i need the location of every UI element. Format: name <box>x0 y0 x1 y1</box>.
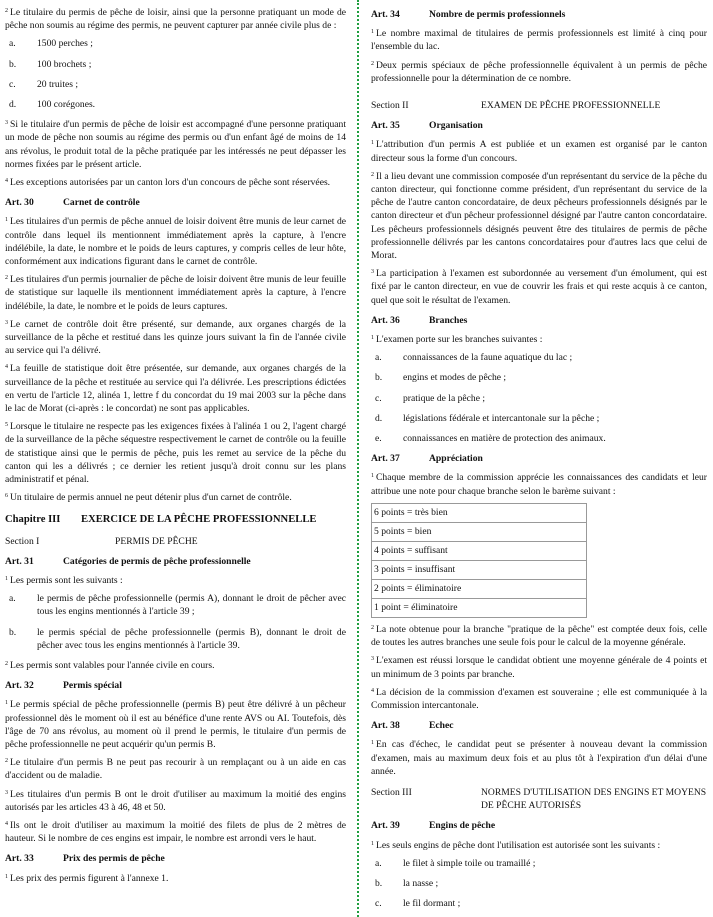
table-row <box>372 579 587 598</box>
paragraph: $^1$ Les permis sont les suivants : <box>5 574 123 586</box>
paragraph: $^2$ Le titulaire du permis de pêche de loisir, ainsi que la personne pratiquant un mode de pêche non soumis au régime des permis, ne peuvent capturer par année civile plus de : <box>5 7 346 32</box>
right-column <box>371 6 707 917</box>
paragraph: $^1$ Le permis spécial de pêche professionnelle (permis B) peut être délivré à un pêcheur professionnel dès le moment où il est au bénéfice d'une rente AVS ou AI. Toutefois, dès l'âge de 70 ans révolus, au moment où il prend le permis, le titulaire d'un permis de pêche professionnelle ne peut acquérir qu'un permis B. <box>5 699 346 750</box>
article-heading: Art. 37 Appréciation <box>371 453 483 465</box>
paragraph: $^4$ Les exceptions autorisées par un canton lors d'un concours de pêche sont réservées. <box>5 177 331 189</box>
column-divider <box>357 0 359 917</box>
table-cell: 6 points = très bien <box>372 503 587 522</box>
paragraph: $^3$ L'examen est réussi lorsque le candidat obtient une moyenne générale de 4 points et un minimum de 3 points par branche. <box>371 655 707 680</box>
table-cell: 5 points = bien <box>372 522 587 541</box>
paragraph: $^2$ Le titulaire d'un permis B ne peut pas recourir à un remplaçant ou à un aide en cas d'accident ou de maladie. <box>5 757 346 782</box>
list-item: c. pratique de la pêche ; <box>375 392 486 404</box>
list-item: d. législations fédérale et intercantonale sur la pêche ; <box>375 412 600 424</box>
table-cell: 2 points = éliminatoire <box>372 579 587 598</box>
paragraph: $^1$ Le nombre maximal de titulaires de permis professionnels est limité à cinq pour l'ensemble du lac. <box>371 28 707 53</box>
article-heading: Art. 30 Carnet de contrôle <box>5 197 140 209</box>
paragraph: $^2$ Les titulaires d'un permis journalier de pêche de loisir doivent être munis de leur feuille de statistique sur laquelle ils mentionnent immédiatement après la capture, à l'encre indélébile, la date, le nombre et le poids de leurs captures. <box>5 274 346 312</box>
paragraph: $^1$ L'attribution d'un permis A est publiée et un examen est organisé par le canton directeur sous la forme d'un concours. <box>371 139 707 164</box>
article-heading: Art. 39 Engins de pêche <box>371 820 496 832</box>
list-item: b. 100 brochets ; <box>9 58 92 70</box>
fishing-gear-list <box>371 857 707 911</box>
paragraph: $^2$ La note obtenue pour la branche "pratique de la pêche" est comptée deux fois, celle de toutes les autres branches une seule fois pour le calcul de la moyenne générale. <box>371 623 707 649</box>
article-heading: Art. 32 Permis spécial <box>5 680 122 692</box>
paragraph: $^1$ Les titulaires d'un permis de pêche annuel de loisir doivent être munis de leur carnet de contrôle dans lequel ils mentionnent immédiatement après la capture, à l'encre indélébile, la date, le nombre et le poids de leurs captures, y compris celles de leur hôte, conformément aux indications figurant dans le carnet de contrôle. <box>5 216 346 268</box>
paragraph: $^3$ La participation à l'examen est subordonnée au versement d'un émolument, qui est fixé par le canton directeur, en vue de couvrir les frais et qui reste acquis à ce canton, quel que soit le résultat de l'examen. <box>371 268 707 306</box>
paragraph: $^2$ Deux permis spéciaux de pêche professionnelle équivalent à un permis de pêche professionnelle pour la détermination de ce nombre. <box>371 59 707 84</box>
paragraph: $^2$ Il a lieu devant une commission composée d'un représentant du service de la pêche du canton directeur, qui fonctionne comme président, d'un représentant du service de la pêche de l'autre canton concordataire, de deux pêcheurs professionnels désignés par le canton directeur et d'un pêcheur professionnel désigné par l'autre canton concordataire. Les pêcheurs professionnels désignés peuvent être des titulaires de permis de pêche professionnelle délivrés par les cantons concordataires pour d'autres lacs que celui de Morat. <box>371 170 707 262</box>
paragraph: $^1$ Les prix des permis figurent à l'annexe 1. <box>5 872 169 884</box>
list-item: c. le fil dormant ; <box>375 898 461 910</box>
article-heading: Art. 36 Branches <box>371 314 468 326</box>
paragraph: $^1$ L'examen porte sur les branches suivantes : <box>371 334 543 346</box>
table-cell: 1 point = éliminatoire <box>372 598 587 617</box>
list-item: e. connaissances en matière de protection des animaux. <box>375 433 606 445</box>
grading-scale-table <box>371 503 587 618</box>
table-cell: 4 points = suffisant <box>372 541 587 560</box>
section-heading: Section I PERMIS DE PÊCHE <box>5 535 198 547</box>
article-heading: Art. 35 Organisation <box>371 120 483 132</box>
paragraph: $^2$ Les permis sont valables pour l'année civile en cours. <box>5 659 215 671</box>
list-item: a. le permis de pêche professionnelle (permis A), donnant le droit de pêcher avec tous les engins mentionnés à l'article 39 ; <box>9 593 346 618</box>
paragraph: $^6$ Un titulaire de permis annuel ne peut détenir plus d'un carnet de contrôle. <box>5 492 292 504</box>
paragraph: $^3$ Si le titulaire d'un permis de pêche de loisir est accompagné d'une personne pratiquant un mode de pêche non soumis au régime des permis ou d'un enfant âgé de moins de 14 ans révolus, le produit total de la pêche pratiquée par les intéressés ne peut dépasser les normes fixées par le présent article. <box>5 119 346 170</box>
chapter-heading: Chapitre III EXERCICE DE LA PÊCHE PROFESSIONNELLE <box>5 513 317 525</box>
article-heading: Art. 31 Catégories de permis de pêche professionnelle <box>5 555 251 567</box>
table-row <box>372 598 587 617</box>
paragraph: $^4$ Ils ont le droit d'utiliser au maximum la moitié des filets de plus de 2 mètres de hauteur. Si le nombre de ces engins est impair, le nombre est arrondi vers le haut. <box>5 819 346 845</box>
paragraph: $^5$ Lorsque le titulaire ne respecte pas les exigences fixées à l'alinéa 1 ou 2, l'agent chargé de la surveillance de la pêche séquestre respectivement le carnet de contrôle ou la feuille de statistique ainsi que le permis de pêche, puis les remet au service de la pêche du canton qui les a délivrés ; ce dernier les retient jusqu'à droit connu sur les plans administratif et pénal. <box>5 421 346 486</box>
paragraph: $^1$ En cas d'échec, le candidat peut se présenter à nouveau devant la commission d'examen, mais au maximum deux fois et au plus tôt à l'expiration d'un délai d'une année. <box>371 739 707 777</box>
list-item: a. le filet à simple toile ou tramaillé ; <box>375 857 536 869</box>
list-item: b. la nasse ; <box>375 877 439 889</box>
list-item: b. engins et modes de pêche ; <box>375 372 507 384</box>
table-row <box>372 522 587 541</box>
catch-limit-list <box>5 37 346 111</box>
article-heading: Art. 38 Echec <box>371 720 454 732</box>
paragraph: $^3$ Les titulaires d'un permis B ont le droit d'utiliser au maximum la moitié des engins autorisés par les articles 43 à 46, 48 et 50. <box>5 788 346 813</box>
table-row <box>372 541 587 560</box>
article-heading: Art. 34 Nombre de permis professionnels <box>371 9 566 20</box>
list-item: a. 1500 perches ; <box>9 38 93 50</box>
left-column <box>5 6 346 890</box>
branches-list <box>371 351 707 445</box>
paragraph: $^4$ La feuille de statistique doit être présentée, sur demande, aux organes chargés de la surveillance de la pêche et restituée au service qui l'a délivrée. Les prescriptions édictées en vertu de l'article 12, alinéa 1, lettre f du concordat du 19 mai 2003 sur la pêche dans le lac de Morat (ci-après : le concordat) ne sont pas applicables. <box>5 363 346 415</box>
list-item: b. le permis spécial de pêche professionnelle (permis B), donnant le droit de pêcher avec tous les engins mentionnés à l'article 39. <box>9 626 346 651</box>
section-heading: Section II EXAMEN DE PÊCHE PROFESSIONNELLE <box>371 100 661 112</box>
list-item: a. connaissances de la faune aquatique du lac ; <box>375 352 573 364</box>
paragraph: $^4$ La décision de la commission d'examen est souveraine ; elle est communiquée à la Commission intercantonale. <box>371 686 707 711</box>
section-heading: Section III NORMES D'UTILISATION DES ENGINS ET MOYENS DE PÊCHE AUTORISÉS <box>371 786 707 812</box>
table-cell: 3 points = insuffisant <box>372 560 587 579</box>
paragraph: $^1$ Chaque membre de la commission apprécie les connaissances des candidats et leur attribue une note pour chaque branche selon le barème suivant : <box>371 472 707 497</box>
list-item: d. 100 corégones. <box>9 99 96 111</box>
paragraph: $^3$ Le carnet de contrôle doit être présenté, sur demande, aux organes chargés de la surveillance de la pêche et restitué dans les quinze jours suivant la fin de l'année civile au service qui l'a délivré. <box>5 318 346 357</box>
table-row <box>372 503 587 522</box>
article-heading: Art. 33 Prix des permis de pêche <box>5 853 165 865</box>
table-row <box>372 560 587 579</box>
paragraph: $^1$ Les seuls engins de pêche dont l'utilisation est autorisée sont les suivants : <box>371 839 661 851</box>
permit-list <box>5 592 346 652</box>
list-item: c. 20 truites ; <box>9 78 79 90</box>
